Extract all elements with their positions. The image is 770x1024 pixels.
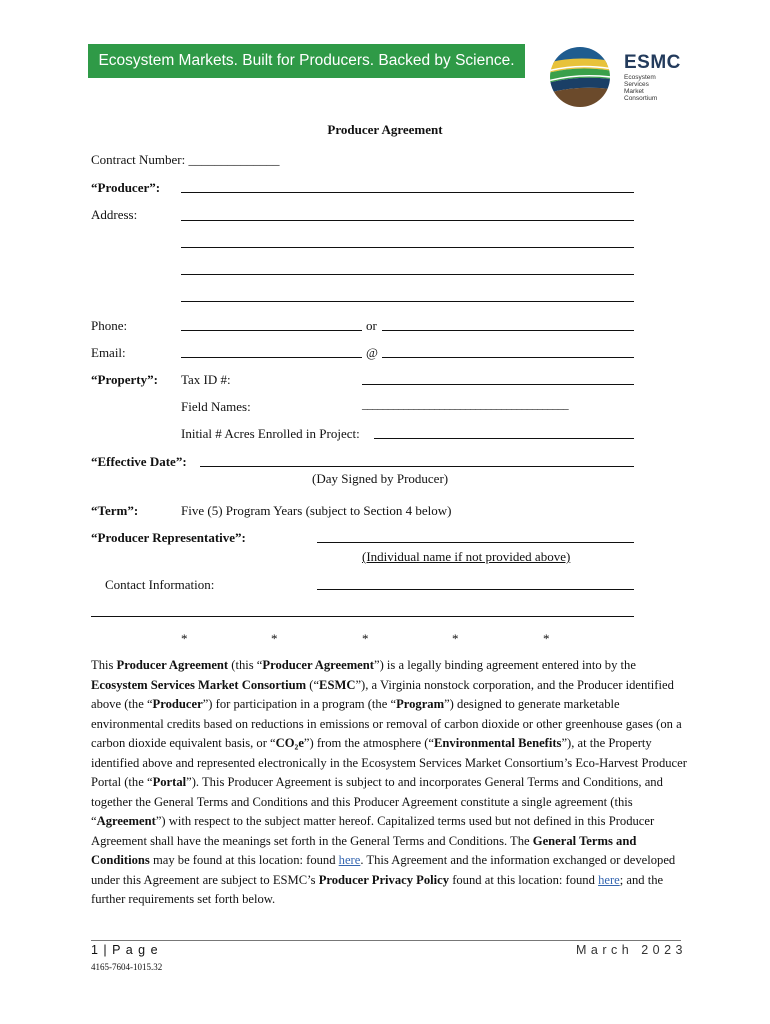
field-names-input[interactable]: ________________________________________ — [362, 399, 569, 411]
body-bold: Producer Agreement — [262, 658, 374, 672]
body-text: may be found at this location: found — [149, 853, 339, 867]
body-text: (“ — [306, 677, 320, 692]
phone-input-1[interactable] — [181, 330, 362, 331]
body-text: found at this location: found — [449, 872, 599, 887]
logo-text — [624, 52, 681, 102]
phone-or-text: or — [366, 318, 377, 333]
rep-label — [91, 530, 246, 546]
body-bold: CO₂e — [275, 736, 304, 750]
address-label: Address: — [91, 207, 138, 222]
separator-star: * — [452, 631, 459, 646]
producer-label — [91, 180, 160, 196]
producer-input-line[interactable] — [181, 192, 634, 193]
term-value: Five (5) Program Years (subject to Section 4 below) — [181, 503, 452, 518]
page-title: Producer Agreement — [327, 122, 443, 137]
body-bold: Environmental Benefits — [434, 736, 562, 750]
body-bold: Portal — [152, 775, 187, 789]
body-text: ”) with respect to the subject matter hereof. Capitalized terms used but not defined in this Producer Agreement shall have the meanings set forth in the General Terms and Conditions. The — [91, 814, 655, 848]
day-signed-note: (Day Signed by Producer) — [312, 471, 449, 486]
body-text: ”) from the atmosphere (“ — [303, 736, 434, 750]
contact-input-2[interactable] — [91, 616, 634, 617]
email-user-input[interactable] — [181, 357, 362, 358]
separator-star: * — [271, 631, 278, 646]
footer-divider — [91, 940, 681, 941]
globe-logo-icon — [544, 46, 618, 108]
email-label: Email: — [91, 345, 126, 360]
body-text: ”), at the Property identified above and represented electronically in the Ecosystem Services Market Consortium’s Eco-Harvest Producer Portal (the “ — [91, 736, 687, 789]
phone-input-2[interactable] — [382, 330, 634, 331]
property-label — [91, 372, 158, 388]
body-text: ”), a Virginia nonstock corporation, and the Producer identified above (the “ — [91, 677, 674, 711]
rep-input[interactable] — [317, 542, 634, 543]
contact-label: Contact Information: — [105, 577, 215, 592]
esmc-logo — [544, 46, 681, 108]
acres-input[interactable] — [374, 438, 634, 439]
field-names-label: Field Names: — [181, 399, 251, 414]
body-bold: Ecosystem Services Market Consortium — [91, 677, 307, 692]
email-at-text: @ — [366, 345, 378, 360]
body-text: . This Agreement and the information exchanged or developed under this Agreement are subject to ESMC’s — [91, 853, 676, 887]
logo-line: Market — [624, 88, 644, 95]
logo-line: Services — [624, 81, 649, 88]
privacy-link[interactable]: here — [598, 872, 620, 887]
terms-link[interactable]: here — [338, 853, 361, 867]
body-bold: General Terms and Conditions — [91, 833, 637, 867]
body-bold: Producer Agreement — [116, 658, 229, 672]
logo-abbr: ESMC — [624, 52, 681, 73]
property-label-text: “Property”: — [91, 372, 158, 387]
body-text: ; and the further requirements set forth below. — [91, 872, 664, 906]
page-number: 1 | P a g e — [91, 943, 159, 957]
term-label — [91, 503, 138, 519]
body-bold: Producer Privacy Policy — [318, 872, 450, 887]
tax-id-input[interactable] — [362, 384, 634, 385]
producer-label-text: “Producer”: — [91, 180, 161, 195]
effective-date-input[interactable] — [200, 466, 634, 467]
agreement-paragraph — [91, 656, 691, 910]
body-text: ”) is a legally binding agreement entered into by the — [373, 658, 636, 672]
tax-id-label: Tax ID #: — [181, 372, 231, 387]
body-text: ”). This Producer Agreement is subject to and incorporates General Terms and Conditions, and together the General Terms and Conditions and this Producer Agreement constitute a single agreement (this “ — [91, 775, 663, 828]
term-label-text: “Term”: — [91, 503, 139, 518]
body-bold: Producer — [152, 697, 203, 711]
contact-input-1[interactable] — [317, 589, 634, 590]
body-bold: Program — [396, 697, 445, 711]
address-line-3[interactable] — [181, 274, 634, 275]
body-text: ”) for participation in a program (the “ — [202, 697, 397, 711]
phone-label: Phone: — [91, 318, 128, 333]
email-domain-input[interactable] — [382, 357, 634, 358]
contract-number-field[interactable]: Contract Number: ______________ — [91, 152, 280, 167]
logo-line: Consortium — [624, 95, 658, 102]
rep-label-text: “Producer Representative”: — [91, 530, 246, 545]
acres-label: Initial # Acres Enrolled in Project: — [181, 426, 360, 441]
document-id: 4165-7604-1015.32 — [91, 962, 163, 972]
separator-star: * — [362, 631, 369, 646]
effective-date-label — [91, 454, 187, 470]
body-text: This — [91, 658, 117, 672]
body-text: (this “ — [228, 658, 263, 672]
separator-star: * — [543, 631, 550, 646]
header-banner: Ecosystem Markets. Built for Producers. Backed by Science. — [88, 44, 525, 78]
address-line-4[interactable] — [181, 301, 634, 302]
body-bold: ESMC — [319, 677, 356, 692]
footer-date: March 2023 — [576, 943, 688, 957]
effective-date-label-text: “Effective Date”: — [91, 454, 187, 469]
body-bold: Agreement — [96, 814, 156, 828]
address-line-2[interactable] — [181, 247, 634, 248]
rep-note: (Individual name if not provided above) — [362, 549, 571, 564]
logo-line: Ecosystem — [624, 74, 656, 81]
separator-star: * — [181, 631, 188, 646]
body-text: ”) designed to generate marketable environmental credits based on reductions in emissions or removal of carbon dioxide or other greenhouse gases (on a carbon dioxide equivalent basis, or “ — [91, 697, 682, 750]
address-line-1[interactable] — [181, 220, 634, 221]
